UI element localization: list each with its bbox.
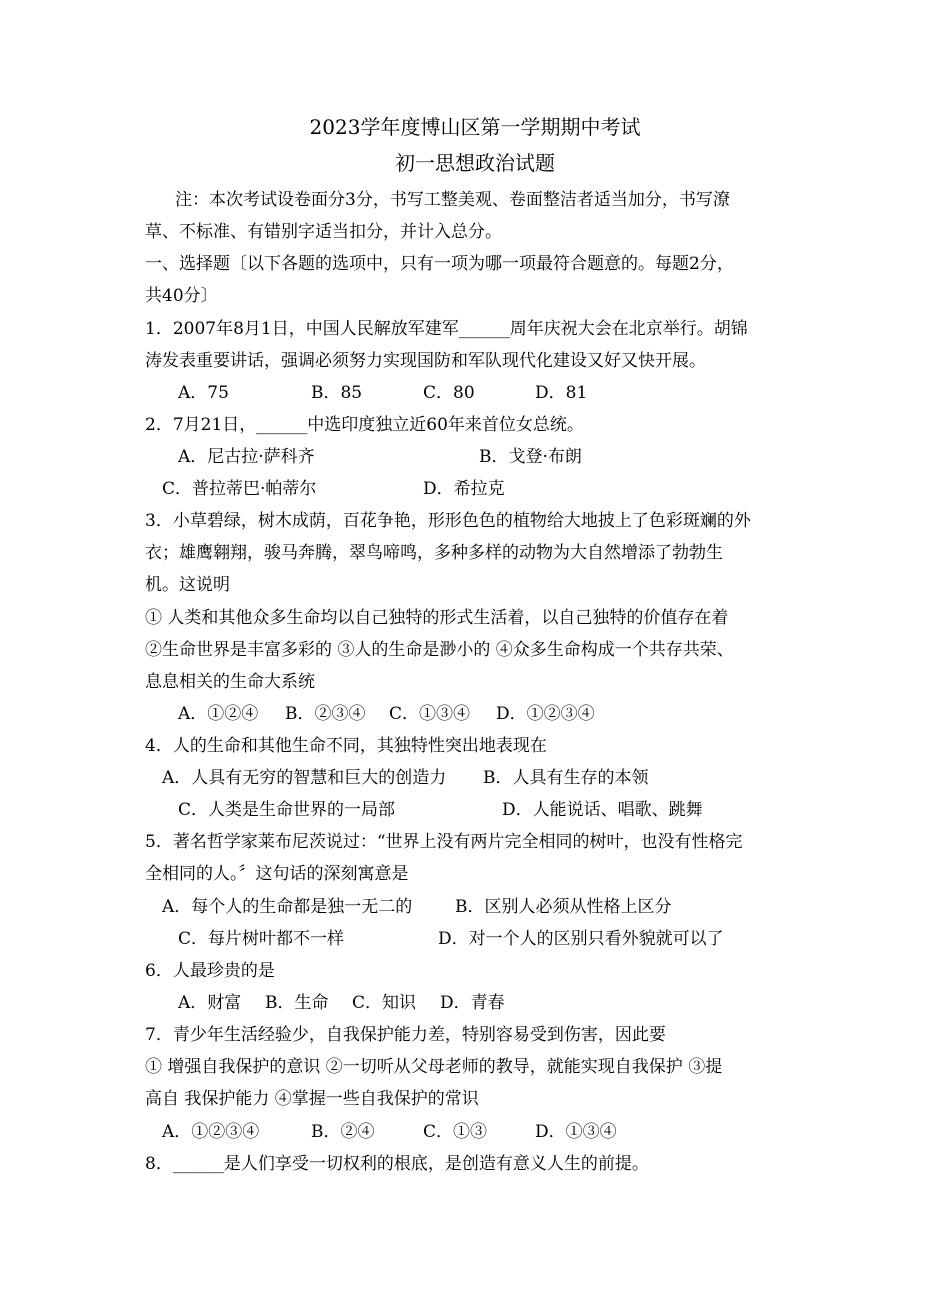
section-heading: 一、选择题〔以下各题的选项中，只有一项为哪一项最符合题意的。每题2分， [145, 254, 734, 274]
option: B．②④ [311, 1122, 375, 1142]
option: D．青春 [440, 993, 505, 1013]
option: A．75 [178, 383, 229, 403]
question-line: 1．2007年8月1日，中国人民解放军建军______周年庆祝大会在北京举行。胡锦 [145, 319, 748, 339]
question-line: 2．7月21日，______中选印度独立近60年来首位女总统。 [145, 415, 584, 435]
question-line: 8．______是人们享受一切权利的根底，是创造有意义人生的前提。 [145, 1154, 649, 1174]
option: A．财富 [178, 993, 242, 1013]
option: C．①③④ [389, 704, 471, 724]
question-line: ① 增强自我保护的意识 ②一切听从父母老师的教导，就能实现自我保护 ③提 [145, 1057, 723, 1077]
option: C．知识 [352, 993, 417, 1013]
option: C．①③ [423, 1122, 488, 1142]
question-line: 7．青少年生活经验少，自我保护能力差，特别容易受到伤害，因此要 [145, 1025, 666, 1045]
question-line: ②生命世界是丰富多彩的 ③人的生命是渺小的 ④众多生命构成一个共存共荣、 [145, 640, 734, 660]
question-line: 5．著名哲学家莱布尼茨说过：“世界上没有两片完全相同的树叶，也没有性格完 [145, 832, 743, 852]
question-line: 4．人的生命和其他生命不同，其独特性突出地表现在 [145, 736, 547, 756]
option: A．①②④ [178, 704, 259, 724]
option: C．普拉蒂巴·帕蒂尔 [162, 479, 317, 499]
option: B．②③④ [285, 704, 366, 724]
question-line: 高自 我保护能力 ④掌握一些自我保护的常识 [145, 1089, 479, 1109]
exam-title: 2023学年度博山区第一学期期中考试 [309, 115, 641, 139]
option: B．85 [311, 383, 363, 403]
option: A．①②③④ [162, 1122, 260, 1142]
question-line: 衣；雄鹰翱翔，骏马奔腾，翠鸟啼鸣，多种多样的动物为大自然增添了勃勃生 [145, 543, 723, 563]
option: D．81 [535, 383, 588, 403]
note-line: 注：本次考试设卷面分3分，书写工整美观、卷面整洁者适当加分，书写潦 [175, 190, 730, 210]
option: B．区别人必须从性格上区分 [455, 897, 672, 917]
section-heading: 共40分〕 [145, 286, 218, 306]
option: D．希拉克 [423, 479, 505, 499]
question-line: 息息相关的生命大系统 [145, 672, 315, 692]
option: D．①②③④ [496, 704, 595, 724]
question-line: ① 人类和其他众多生命均以自己独特的形式生活着，以自己独特的价值存在着 [145, 608, 729, 628]
option: D．对一个人的区别只看外貌就可以了 [438, 929, 724, 949]
option: C．每片树叶都不一样 [178, 929, 345, 949]
option: C．80 [423, 383, 475, 403]
note-line: 草、不标准、有错别字适当扣分，并计入总分。 [145, 222, 502, 242]
question-line: 3．小草碧绿，树木成荫，百花争艳，形形色色的植物给大地披上了色彩斑斓的外 [145, 511, 751, 531]
option: B．戈登·布朗 [479, 447, 582, 467]
question-line: 机。这说明 [145, 575, 230, 595]
question-line: 全相同的人。〞这句话的深刻寓意是 [145, 864, 409, 884]
option: B．人具有生存的本领 [483, 768, 649, 788]
option: A．人具有无穷的智慧和巨大的创造力 [162, 768, 447, 788]
option: C．人类是生命世界的一局部 [178, 800, 396, 820]
question-line: 涛发表重要讲话，强调必须努力实现国防和军队现代化建设又好又快开展。 [145, 351, 706, 371]
question-line: 6．人最珍贵的是 [145, 961, 275, 981]
option: A．每个人的生命都是独一无二的 [162, 897, 413, 917]
option: D．人能说话、唱歌、跳舞 [502, 800, 703, 820]
option: A．尼古拉·萨科齐 [178, 447, 315, 467]
option: B．生命 [265, 993, 329, 1013]
exam-subtitle: 初一思想政治试题 [395, 151, 555, 175]
option: D．①③④ [535, 1122, 617, 1142]
